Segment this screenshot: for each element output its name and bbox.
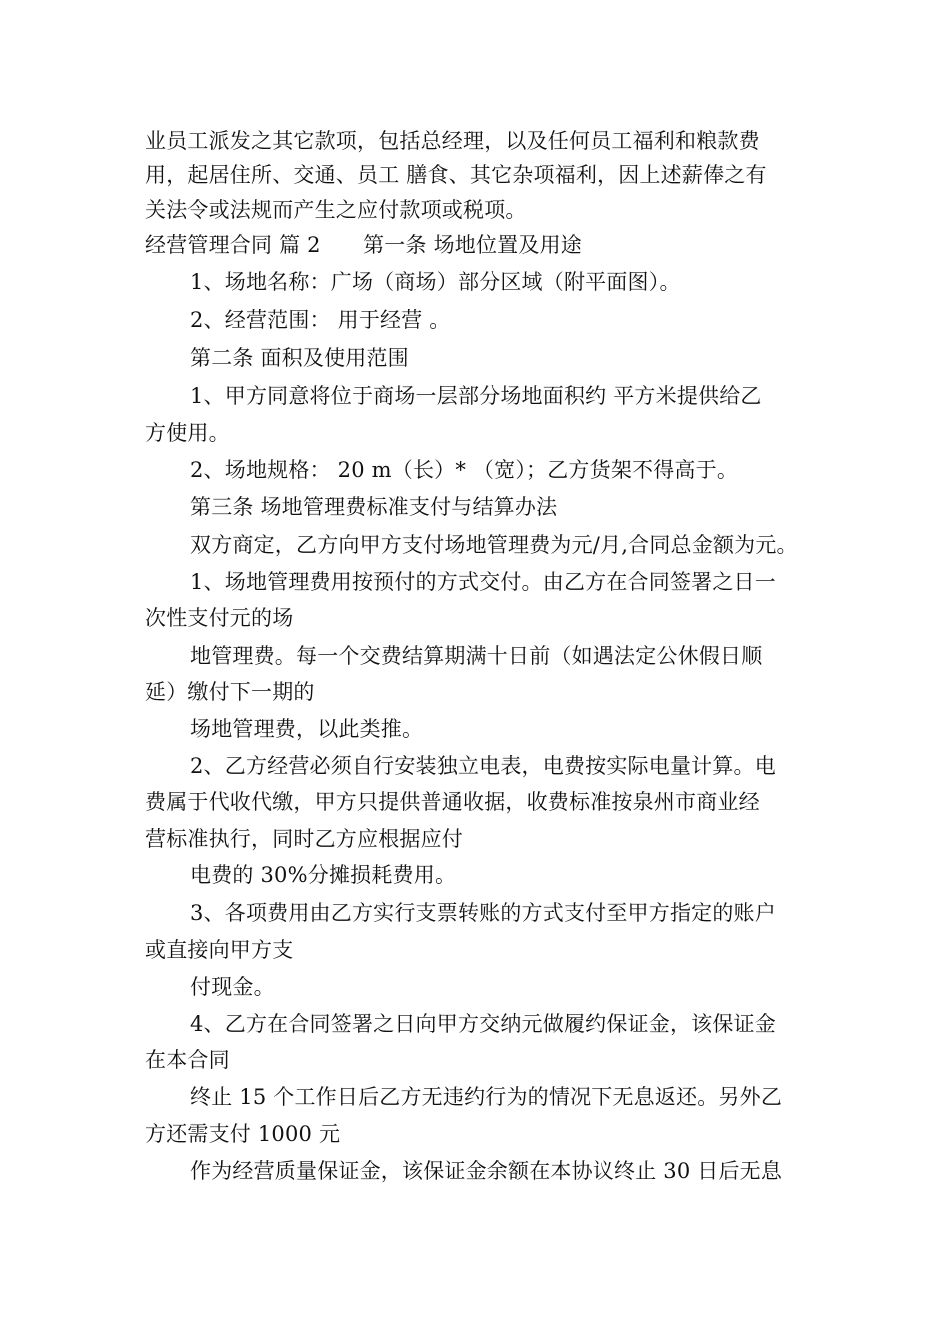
text-line: 电费的 30%分摊损耗费用。	[190, 863, 457, 887]
text-line: 用，起居住所、交通、员工 膳食、其它杂项福利，因上述薪俸之有	[145, 163, 767, 187]
text-line: 次性支付元的场	[145, 606, 294, 630]
text-line: 2、经营范围： 用于经营 。	[190, 308, 451, 332]
article-heading: 第二条 面积及使用范围	[190, 346, 409, 370]
section-heading: 经营管理合同 篇 2 第一条 场地位置及用途	[145, 233, 582, 257]
text-line: 付现金。	[190, 975, 275, 999]
article-heading: 第三条 场地管理费标准支付与结算办法	[190, 495, 558, 519]
text-line: 2、场地规格： 20 m（长）* （宽）；乙方货架不得高于。	[190, 458, 739, 482]
text-line: 地管理费。每一个交费结算期满十日前（如遇法定公休假日顺	[190, 644, 763, 668]
text-line: 在本合同	[145, 1048, 230, 1072]
text-line: 方使用。	[145, 421, 230, 445]
text-line: 2、乙方经营必须自行安装独立电表，电费按实际电量计算。电	[190, 754, 776, 778]
text-line: 终止 15 个工作日后乙方无违约行为的情况下无息返还。另外乙	[190, 1085, 783, 1109]
text-line: 4、乙方在合同签署之日向甲方交纳元做履约保证金，该保证金	[190, 1012, 776, 1036]
text-line: 双方商定，乙方向甲方支付场地管理费为元/月,合同总金额为元。	[190, 533, 798, 557]
text-line: 营标准执行，同时乙方应根据应付	[145, 827, 463, 851]
text-line: 业员工派发之其它款项，包括总经理，以及任何员工福利和粮款费	[145, 129, 760, 153]
text-line: 场地管理费，以此类推。	[190, 717, 424, 741]
text-line: 关法令或法规而产生之应付款项或税项。	[145, 198, 527, 222]
text-line: 延）缴付下一期的	[145, 680, 315, 704]
text-line: 作为经营质量保证金，该保证金余额在本协议终止 30 日后无息	[190, 1159, 783, 1183]
text-line: 方还需支付 1000 元	[145, 1122, 341, 1146]
text-line: 1、场地管理费用按预付的方式交付。由乙方在合同签署之日一	[190, 570, 776, 594]
text-line: 1、场地名称：广场（商场）部分区域（附平面图）。	[190, 270, 681, 294]
text-line: 3、各项费用由乙方实行支票转账的方式支付至甲方指定的账户	[190, 901, 776, 925]
text-line: 1、甲方同意将位于商场一层部分场地面积约 平方米提供给乙	[190, 384, 762, 408]
text-line: 或直接向甲方支	[145, 938, 294, 962]
text-line: 费属于代收代缴，甲方只提供普通收据，收费标准按泉州市商业经	[145, 790, 760, 814]
